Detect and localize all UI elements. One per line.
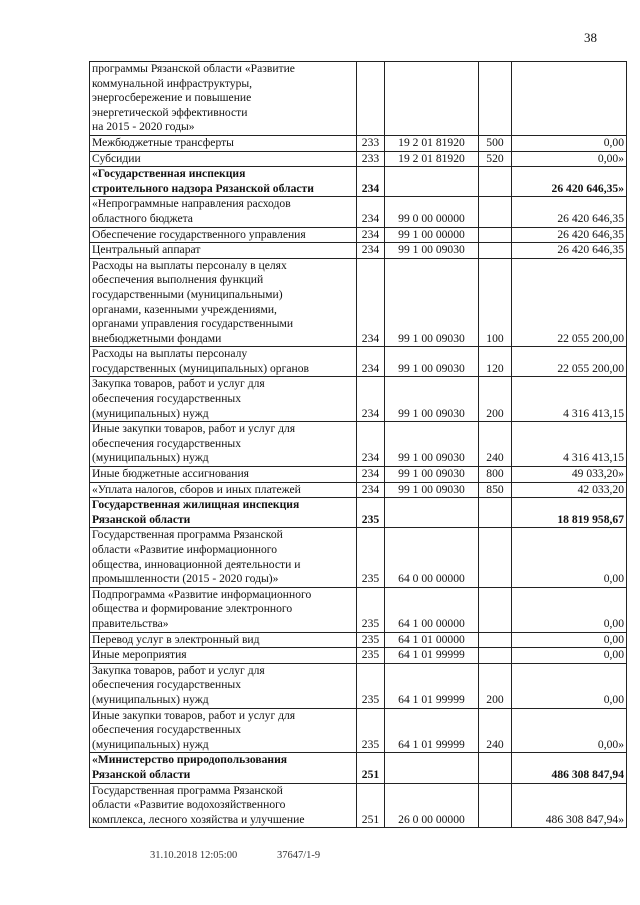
row-budget-code-cell: 64 1 01 99999 [385, 648, 479, 664]
table-row [90, 708, 627, 753]
row-expense-type-cell [479, 648, 512, 664]
row-name-cell: «Непрограммные направления расходов областного бюджета [90, 197, 357, 227]
row-expense-type-cell: 520 [479, 151, 512, 167]
table-row [90, 498, 627, 528]
row-admin-code-cell: 234 [357, 243, 385, 259]
row-expense-type-cell: 200 [479, 377, 512, 422]
page-number: 38 [584, 30, 597, 45]
row-admin-code-cell: 233 [357, 151, 385, 167]
row-name-cell: Центральный аппарат [90, 243, 357, 259]
row-name-cell: «Уплата налогов, сборов и иных платежей [90, 482, 357, 498]
row-name-cell: Подпрограмма «Развитие информационного общества и формирование электронного правительства» [90, 587, 357, 632]
row-expense-type-cell [479, 498, 512, 528]
table-row [90, 167, 627, 197]
row-expense-type-cell: 850 [479, 482, 512, 498]
table-row [90, 632, 627, 648]
row-name-cell: «Министерство природопользования Рязанской области [90, 753, 357, 783]
row-name-cell: Государственная программа Рязанской области «Развитие информационного общества, инновационной деятельности и промышленности (2015 - 2020 годы)» [90, 528, 357, 587]
row-name-cell: Субсидии [90, 151, 357, 167]
row-admin-code-cell: 234 [357, 482, 385, 498]
row-expense-type-cell: 500 [479, 135, 512, 151]
row-amount-cell: 42 033,20 [512, 482, 627, 498]
table-row [90, 135, 627, 151]
row-amount-cell: 26 420 646,35» [512, 167, 627, 197]
row-amount-cell: 22 055 200,00 [512, 258, 627, 347]
row-amount-cell: 0,00 [512, 663, 627, 708]
row-amount-cell [512, 62, 627, 136]
table-row [90, 377, 627, 422]
row-amount-cell: 26 420 646,35 [512, 227, 627, 243]
row-amount-cell: 4 316 413,15 [512, 377, 627, 422]
row-expense-type-cell [479, 632, 512, 648]
row-budget-code-cell: 26 0 00 00000 [385, 783, 479, 828]
row-expense-type-cell: 240 [479, 422, 512, 467]
table-row [90, 587, 627, 632]
table-row [90, 197, 627, 227]
row-expense-type-cell [479, 197, 512, 227]
row-expense-type-cell [479, 783, 512, 828]
row-expense-type-cell: 120 [479, 347, 512, 377]
row-budget-code-cell: 99 1 00 09030 [385, 422, 479, 467]
row-amount-cell: 49 033,20» [512, 467, 627, 483]
row-amount-cell: 0,00 [512, 135, 627, 151]
table-row [90, 243, 627, 259]
row-expense-type-cell [479, 243, 512, 259]
row-budget-code-cell: 99 1 00 09030 [385, 482, 479, 498]
row-amount-cell: 22 055 200,00 [512, 347, 627, 377]
row-admin-code-cell: 234 [357, 422, 385, 467]
row-name-cell: Закупка товаров, работ и услуг для обеспечения государственных (муниципальных) нужд [90, 377, 357, 422]
table-row [90, 422, 627, 467]
row-expense-type-cell: 200 [479, 663, 512, 708]
row-expense-type-cell [479, 528, 512, 587]
row-admin-code-cell [357, 62, 385, 136]
row-name-cell: Расходы на выплаты персоналу государственных (муниципальных) органов [90, 347, 357, 377]
row-name-cell: Межбюджетные трансферты [90, 135, 357, 151]
budget-table-body [90, 62, 627, 828]
row-expense-type-cell [479, 753, 512, 783]
row-amount-cell: 4 316 413,15 [512, 422, 627, 467]
row-amount-cell: 486 308 847,94 [512, 753, 627, 783]
row-admin-code-cell: 234 [357, 347, 385, 377]
row-expense-type-cell [479, 227, 512, 243]
row-name-cell: Перевод услуг в электронный вид [90, 632, 357, 648]
row-admin-code-cell: 251 [357, 783, 385, 828]
row-expense-type-cell [479, 587, 512, 632]
table-row [90, 347, 627, 377]
row-name-cell: Иные закупки товаров, работ и услуг для обеспечения государственных (муниципальных) нужд [90, 422, 357, 467]
row-admin-code-cell: 234 [357, 197, 385, 227]
row-name-cell: Иные закупки товаров, работ и услуг для обеспечения государственных (муниципальных) нужд [90, 708, 357, 753]
row-amount-cell: 26 420 646,35 [512, 197, 627, 227]
row-budget-code-cell: 64 0 00 00000 [385, 528, 479, 587]
row-budget-code-cell [385, 62, 479, 136]
table-row [90, 528, 627, 587]
row-name-cell: программы Рязанской области «Развитие коммунальной инфраструктуры, энергосбережение и повышение энергетической эффективности на 2015 - 2020 годы» [90, 62, 357, 136]
row-amount-cell: 0,00 [512, 528, 627, 587]
row-name-cell: Государственная программа Рязанской области «Развитие водохозяйственного комплекса, лесного хозяйства и улучшение [90, 783, 357, 828]
table-row [90, 783, 627, 828]
table-row [90, 753, 627, 783]
row-amount-cell: 0,00» [512, 151, 627, 167]
row-amount-cell: 26 420 646,35 [512, 243, 627, 259]
row-name-cell: Иные бюджетные ассигнования [90, 467, 357, 483]
row-expense-type-cell [479, 62, 512, 136]
row-budget-code-cell: 64 1 00 00000 [385, 587, 479, 632]
row-budget-code-cell: 99 1 00 09030 [385, 258, 479, 347]
table-row [90, 482, 627, 498]
table-row [90, 663, 627, 708]
row-expense-type-cell [479, 167, 512, 197]
row-budget-code-cell: 19 2 01 81920 [385, 135, 479, 151]
row-amount-cell: 0,00 [512, 648, 627, 664]
row-expense-type-cell: 100 [479, 258, 512, 347]
row-name-cell: Иные мероприятия [90, 648, 357, 664]
row-amount-cell: 0,00» [512, 708, 627, 753]
row-budget-code-cell [385, 498, 479, 528]
row-admin-code-cell: 235 [357, 498, 385, 528]
row-name-cell: Закупка товаров, работ и услуг для обеспечения государственных (муниципальных) нужд [90, 663, 357, 708]
row-admin-code-cell: 234 [357, 258, 385, 347]
row-admin-code-cell: 233 [357, 135, 385, 151]
table-row [90, 467, 627, 483]
row-admin-code-cell: 235 [357, 663, 385, 708]
row-admin-code-cell: 234 [357, 377, 385, 422]
row-amount-cell: 18 819 958,67 [512, 498, 627, 528]
row-budget-code-cell: 64 1 01 99999 [385, 708, 479, 753]
row-budget-code-cell: 99 1 00 09030 [385, 243, 479, 259]
row-admin-code-cell: 234 [357, 167, 385, 197]
row-name-cell: Расходы на выплаты персоналу в целях обеспечения выполнения функций государственными (муниципальными) органами, казенными учреждениями, органами управления государственными внебюджетными фондами [90, 258, 357, 347]
row-admin-code-cell: 235 [357, 587, 385, 632]
budget-table [89, 61, 627, 828]
row-budget-code-cell: 99 0 00 00000 [385, 197, 479, 227]
table-row [90, 151, 627, 167]
row-budget-code-cell: 99 1 00 00000 [385, 227, 479, 243]
row-admin-code-cell: 235 [357, 528, 385, 587]
row-expense-type-cell: 240 [479, 708, 512, 753]
row-admin-code-cell: 235 [357, 632, 385, 648]
row-name-cell: Обеспечение государственного управления [90, 227, 357, 243]
row-budget-code-cell: 64 1 01 99999 [385, 663, 479, 708]
row-admin-code-cell: 235 [357, 648, 385, 664]
row-budget-code-cell: 99 1 00 09030 [385, 377, 479, 422]
row-amount-cell: 0,00 [512, 632, 627, 648]
row-admin-code-cell: 251 [357, 753, 385, 783]
row-admin-code-cell: 234 [357, 227, 385, 243]
table-row [90, 62, 627, 136]
row-admin-code-cell: 235 [357, 708, 385, 753]
row-budget-code-cell: 99 1 00 09030 [385, 347, 479, 377]
row-amount-cell: 0,00 [512, 587, 627, 632]
table-row [90, 227, 627, 243]
row-admin-code-cell: 234 [357, 467, 385, 483]
row-budget-code-cell [385, 753, 479, 783]
row-budget-code-cell: 99 1 00 09030 [385, 467, 479, 483]
row-name-cell: Государственная жилищная инспекция Рязанской области [90, 498, 357, 528]
table-row [90, 258, 627, 347]
row-amount-cell: 486 308 847,94» [512, 783, 627, 828]
footer-doc-id: 37647/1-9 [277, 850, 321, 861]
table-row [90, 648, 627, 664]
row-budget-code-cell: 64 1 01 00000 [385, 632, 479, 648]
footer-date: 31.10.2018 12:05:00 [150, 850, 238, 861]
row-budget-code-cell: 19 2 01 81920 [385, 151, 479, 167]
row-name-cell: «Государственная инспекция строительного надзора Рязанской области [90, 167, 357, 197]
row-budget-code-cell [385, 167, 479, 197]
row-expense-type-cell: 800 [479, 467, 512, 483]
